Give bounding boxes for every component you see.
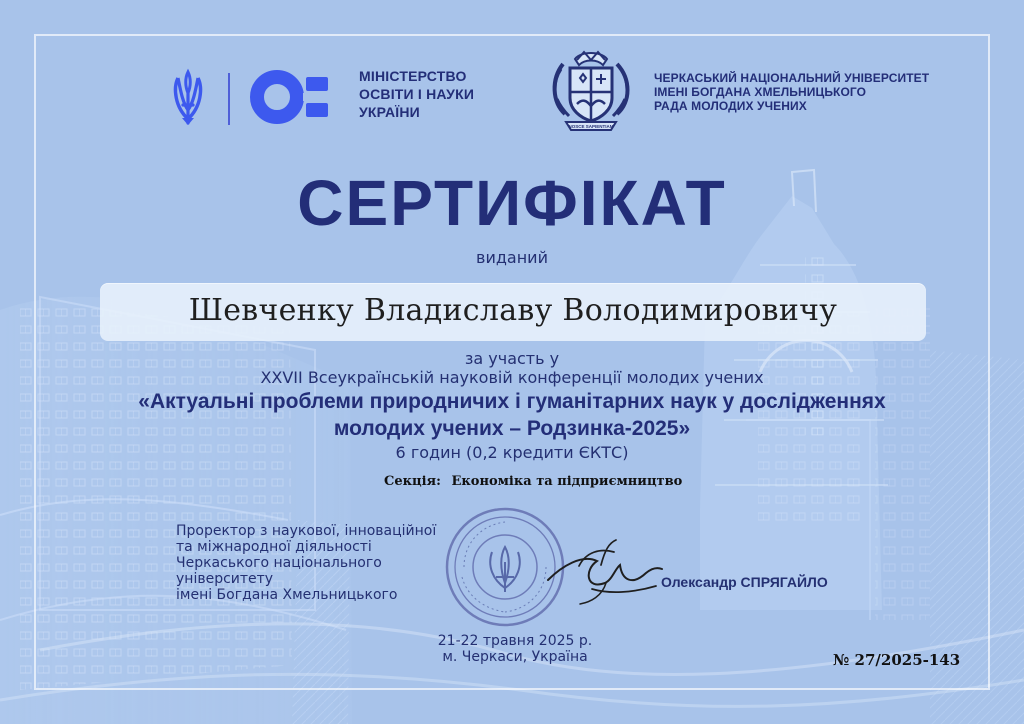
signer-name: Олександр СПРЯГАЙЛО xyxy=(661,574,828,590)
ministry-name-line-3: УКРАЇНИ xyxy=(359,104,420,120)
trident-icon xyxy=(170,68,206,126)
university-seal-motto: NOSCE SAPIENTIAM xyxy=(568,124,614,129)
council-name: РАДА МОЛОДИХ УЧЕНИХ xyxy=(654,99,807,113)
conference-section xyxy=(384,474,682,490)
section-value: Економіка та підприємництво xyxy=(451,474,683,489)
university-seal-icon xyxy=(545,44,637,136)
ministry-name-line-1: МІНІСТЕРСТВО xyxy=(359,68,467,84)
conference-description: XXVII Всеукраїнській науковій конференції молодих учених xyxy=(260,368,764,387)
ministry-name xyxy=(359,67,519,121)
recipient-name: Шевченку Владиславу Володимировичу xyxy=(188,293,838,328)
participation-text: за участь у xyxy=(464,349,560,368)
conference-dates: 21-22 травня 2025 р. xyxy=(437,633,593,649)
signature-icon xyxy=(544,538,664,608)
conference-place: м. Черкаси, Україна xyxy=(442,649,588,665)
certificate-title: СЕРТИФІКАТ xyxy=(297,167,727,239)
recipient-name-panel xyxy=(100,283,926,341)
conference-title-line-2: молодих учених – Родзинка-2025» xyxy=(333,417,691,440)
signatory-title: Проректор з наукової, інноваційної та міжнародної діяльності Черкаського національного університету імені Богдана Хмельницького xyxy=(176,523,437,603)
credit-hours: 6 годин (0,2 кредити ЄКТС) xyxy=(395,443,629,462)
section-label: Секція: xyxy=(384,474,441,489)
conference-title-line-1: «Актуальні проблеми природничих і гуманітарних наук у дослідженнях xyxy=(138,390,886,413)
ministry-name-line-2: ОСВІТИ І НАУКИ xyxy=(359,86,475,102)
university-name-line-2: ІМЕНІ БОГДАНА ХМЕЛЬНИЦЬКОГО xyxy=(654,85,867,99)
university-name-line-1: ЧЕРКАСЬКИЙ НАЦІОНАЛЬНИЙ УНІВЕРСИТЕТ xyxy=(654,71,930,85)
issued-to-label: виданий xyxy=(476,248,548,267)
header-divider xyxy=(228,73,230,125)
certificate-body xyxy=(0,349,1024,462)
certificate-header xyxy=(0,0,1024,150)
date-and-place xyxy=(430,633,600,665)
university-name xyxy=(654,71,974,113)
certificate-number: № 27/2025-143 xyxy=(833,651,961,669)
ministry-logo-icon xyxy=(248,68,340,126)
